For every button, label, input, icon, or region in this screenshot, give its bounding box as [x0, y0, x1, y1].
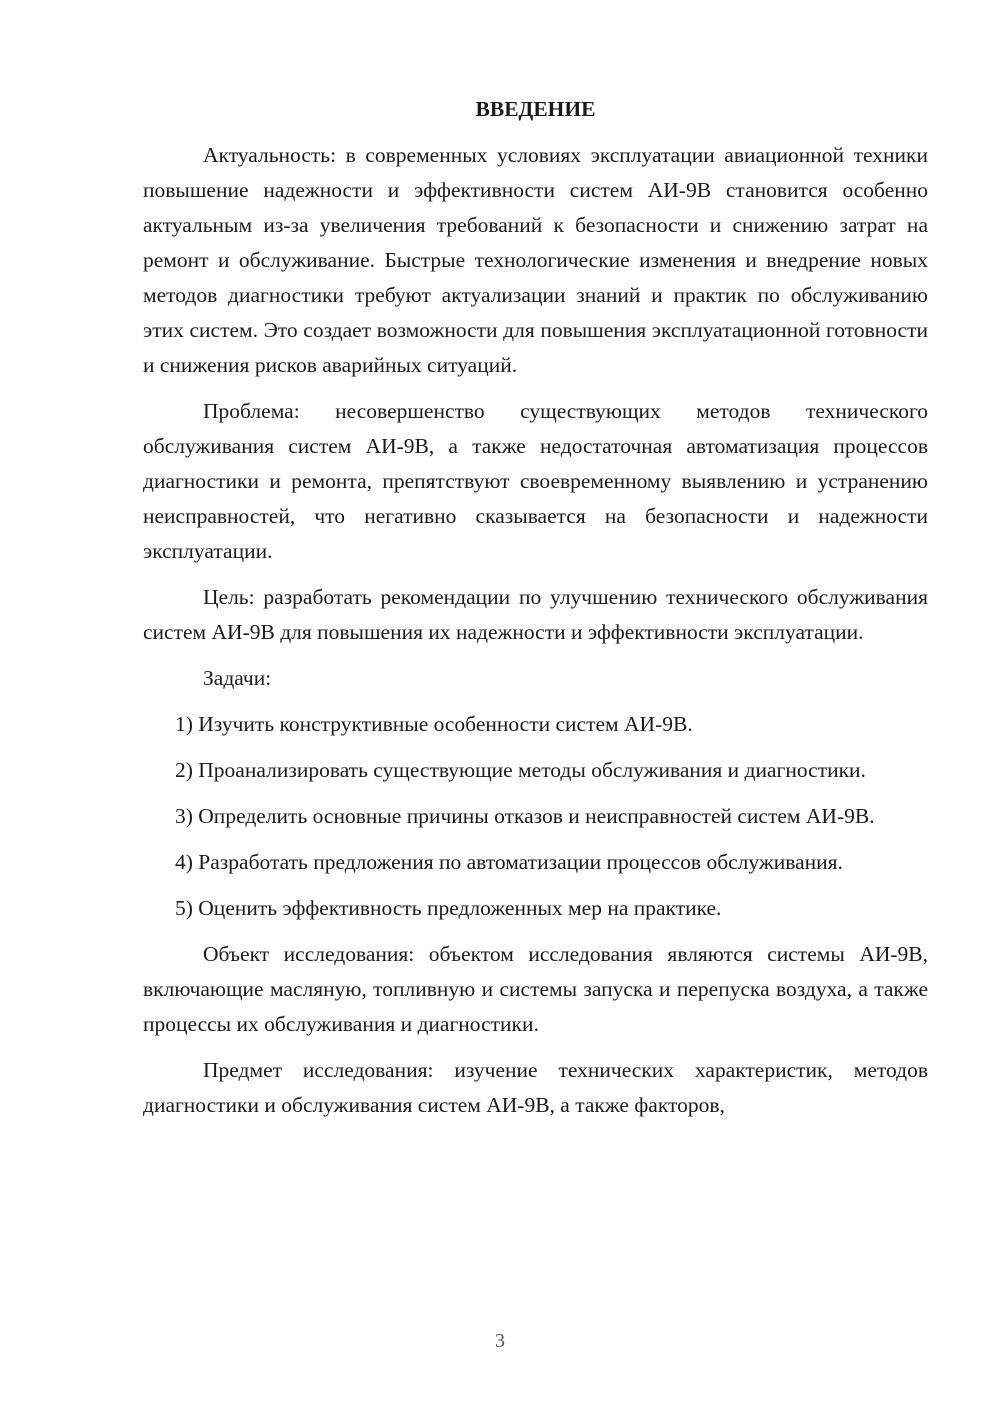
paragraph-problem: Проблема: несовершенство существующих методов технического обслуживания систем АИ-9В, а также недостаточная автоматизация процессов диагностики и ремонта, препятствуют своевременному выявлению и устранению неисправностей, что негативно сказывается на безопасности и надежности эксплуатации. — [143, 399, 928, 563]
task-item: 3) Определить основные причины отказов и неисправностей систем АИ-9В. — [175, 804, 875, 828]
task-item: 5) Оценить эффективность предложенных мер на практике. — [175, 896, 722, 920]
tasks-heading: Задачи: — [203, 666, 272, 690]
paragraph-object: Объект исследования: объектом исследования являются системы АИ-9В, включающие масляную, топливную и системы запуска и перепуска воздуха, а также процессы их обслуживания и диагностики. — [143, 942, 928, 1036]
paragraph-goal: Цель: разработать рекомендации по улучшению технического обслуживания систем АИ-9В для повышения их надежности и эффективности эксплуатации. — [143, 585, 928, 644]
task-item: 2) Проанализировать существующие методы обслуживания и диагностики. — [175, 758, 866, 782]
page-content — [143, 92, 928, 1134]
task-item: 1) Изучить конструктивные особенности систем АИ-9В. — [175, 712, 693, 736]
section-title: ВВЕДЕНИЕ — [475, 97, 596, 121]
task-item: 4) Разработать предложения по автоматизации процессов обслуживания. — [175, 850, 843, 874]
page-number: 3 — [495, 1330, 505, 1352]
paragraph-relevance: Актуальность: в современных условиях эксплуатации авиационной техники повышение надежности и эффективности систем АИ-9В становится особенно актуальным из-за увеличения требований к безопасности и снижению затрат на ремонт и обслуживание. Быстрые технологические изменения и внедрение новых методов диагностики требуют актуализации знаний и практик по обслуживанию этих систем. Это создает возможности для повышения эксплуатационной готовности и снижения рисков аварийных ситуаций. — [143, 143, 928, 377]
paragraph-subject: Предмет исследования: изучение технических характеристик, методов диагностики и обслуживания систем АИ-9В, а также факторов, — [143, 1058, 928, 1117]
